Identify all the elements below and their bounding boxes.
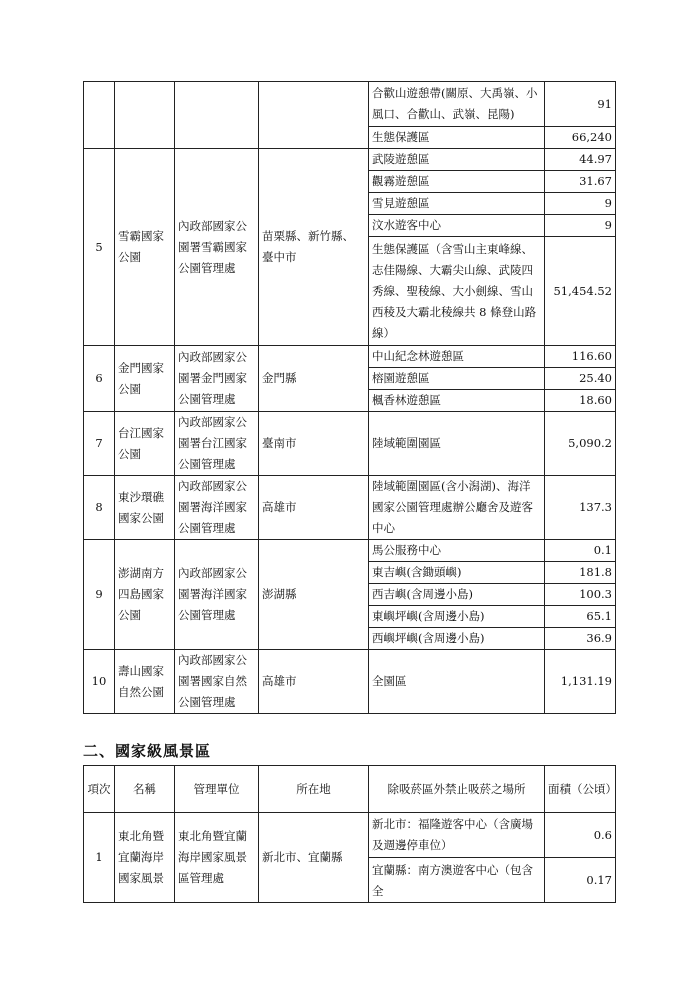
agency-cell: 內政部國家公園署國家自然公園管理處	[175, 650, 259, 714]
area-cell: 汶水遊客中心	[369, 215, 545, 237]
agency-cell: 內政部國家公園署海洋國家公園管理處	[175, 476, 259, 540]
area-cell: 新北市：福隆遊客中心（含廣場及週邊停車位）	[369, 813, 545, 858]
size-cell: 65.1	[545, 606, 616, 628]
name-cell: 壽山國家自然公園	[115, 650, 175, 714]
location-cell: 苗栗縣、新竹縣、臺中市	[259, 149, 369, 346]
scenic-areas-table	[83, 765, 616, 903]
size-cell: 25.40	[545, 368, 616, 390]
table-row	[84, 813, 616, 858]
size-cell: 9	[545, 193, 616, 215]
table-row	[84, 412, 616, 476]
size-cell: 137.3	[545, 476, 616, 540]
agency-cell	[175, 82, 259, 149]
location-cell: 澎湖縣	[259, 540, 369, 650]
no-cell: 1	[84, 813, 115, 903]
area-cell: 全園區	[369, 650, 545, 714]
area-cell: 馬公服務中心	[369, 540, 545, 562]
no-cell: 10	[84, 650, 115, 714]
area-cell: 西吉嶼(含周邊小島)	[369, 584, 545, 606]
area-cell: 中山紀念林遊憩區	[369, 346, 545, 368]
header-location: 所在地	[259, 766, 369, 813]
size-cell: 181.8	[545, 562, 616, 584]
size-cell: 31.67	[545, 171, 616, 193]
no-cell: 5	[84, 149, 115, 346]
name-cell: 台江國家公園	[115, 412, 175, 476]
no-cell: 8	[84, 476, 115, 540]
table-row	[84, 650, 616, 714]
no-cell: 7	[84, 412, 115, 476]
no-cell	[84, 82, 115, 149]
section-title: 二、國家級風景區	[83, 742, 212, 760]
area-cell: 宜蘭縣：南方澳遊客中心（包含全	[369, 858, 545, 903]
location-cell: 高雄市	[259, 650, 369, 714]
name-cell: 金門國家公園	[115, 346, 175, 412]
size-cell: 1,131.19	[545, 650, 616, 714]
area-cell: 東嶼坪嶼(含周邊小島)	[369, 606, 545, 628]
size-cell: 0.1	[545, 540, 616, 562]
no-cell: 6	[84, 346, 115, 412]
header-areas: 除吸菸區外禁止吸菸之場所	[369, 766, 545, 813]
size-cell: 36.9	[545, 628, 616, 650]
header-size: 面積（公頃）	[545, 766, 616, 813]
size-cell: 100.3	[545, 584, 616, 606]
national-parks-table	[83, 81, 616, 714]
agency-cell: 內政部國家公園署雪霸國家公園管理處	[175, 149, 259, 346]
name-cell: 澎湖南方四島國家公園	[115, 540, 175, 650]
area-cell: 陸域範圍園區	[369, 412, 545, 476]
size-cell: 9	[545, 215, 616, 237]
agency-cell: 內政部國家公園署台江國家公園管理處	[175, 412, 259, 476]
table-row	[84, 540, 616, 562]
table-row	[84, 82, 616, 127]
header-agency: 管理單位	[175, 766, 259, 813]
agency-cell: 東北角暨宜蘭海岸國家風景區管理處	[175, 813, 259, 903]
area-cell: 生態保護區（含雪山主東峰線、志佳陽線、大霸尖山線、武陵四秀線、聖稜線、大小劍線、雪山西稜及大霸北稜線共 8 條登山路線）	[369, 237, 545, 346]
size-cell: 0.17	[545, 858, 616, 903]
area-cell: 雪見遊憩區	[369, 193, 545, 215]
name-cell: 東沙環礁國家公園	[115, 476, 175, 540]
header-no: 項次	[84, 766, 115, 813]
area-cell: 西嶼坪嶼(含周邊小島)	[369, 628, 545, 650]
location-cell	[259, 82, 369, 149]
area-cell: 楓香林遊憩區	[369, 390, 545, 412]
area-cell: 陸域範圍園區(含小潟湖)、海洋國家公園管理處辦公廳舍及遊客中心	[369, 476, 545, 540]
table-row	[84, 476, 616, 540]
size-cell: 51,454.52	[545, 237, 616, 346]
size-cell: 44.97	[545, 149, 616, 171]
location-cell: 新北市、宜蘭縣	[259, 813, 369, 903]
agency-cell: 內政部國家公園署海洋國家公園管理處	[175, 540, 259, 650]
name-cell: 東北角暨宜蘭海岸國家風景	[115, 813, 175, 903]
location-cell: 高雄市	[259, 476, 369, 540]
table-row	[84, 149, 616, 171]
area-cell: 生態保護區	[369, 127, 545, 149]
area-cell: 榕園遊憩區	[369, 368, 545, 390]
location-cell: 臺南市	[259, 412, 369, 476]
area-cell: 合歡山遊憩帶(關原、大禹嶺、小風口、合歡山、武嶺、昆陽)	[369, 82, 545, 127]
name-cell: 雪霸國家公園	[115, 149, 175, 346]
size-cell: 0.6	[545, 813, 616, 858]
location-cell: 金門縣	[259, 346, 369, 412]
size-cell: 116.60	[545, 346, 616, 368]
area-cell: 東吉嶼(含鋤頭嶼)	[369, 562, 545, 584]
size-cell: 91	[545, 82, 616, 127]
area-cell: 觀霧遊憩區	[369, 171, 545, 193]
agency-cell: 內政部國家公園署金門國家公園管理處	[175, 346, 259, 412]
size-cell: 18.60	[545, 390, 616, 412]
header-name: 名稱	[115, 766, 175, 813]
area-cell: 武陵遊憩區	[369, 149, 545, 171]
no-cell: 9	[84, 540, 115, 650]
name-cell	[115, 82, 175, 149]
table-row	[84, 346, 616, 368]
size-cell: 5,090.2	[545, 412, 616, 476]
size-cell: 66,240	[545, 127, 616, 149]
header-row	[84, 766, 616, 813]
